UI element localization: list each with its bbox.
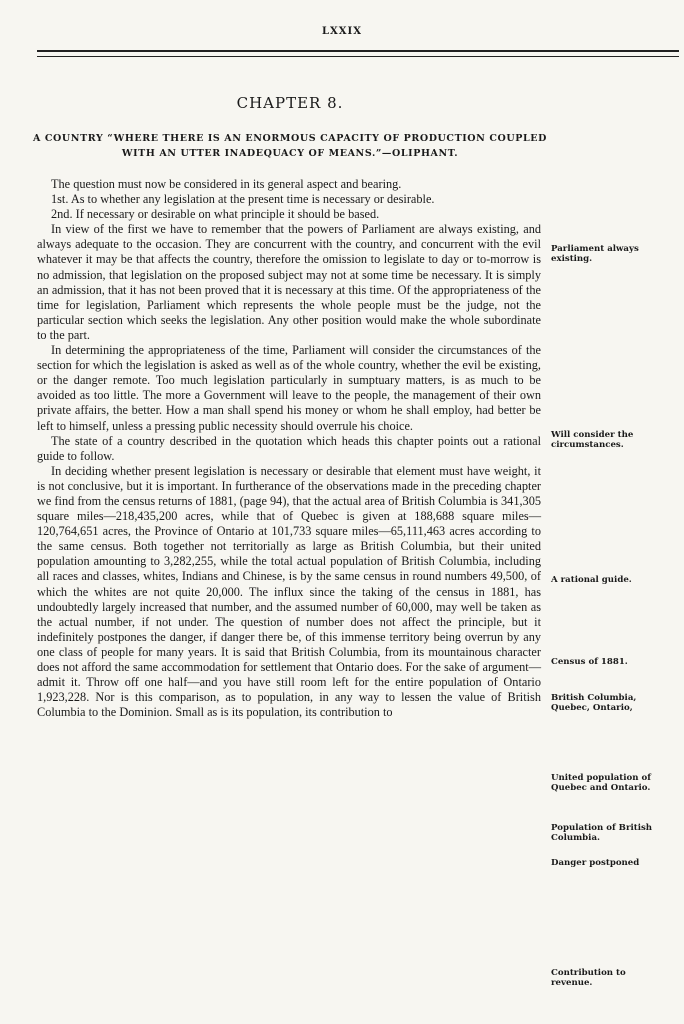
page-number: LXXIX [322, 26, 362, 37]
chapter-epigraph: A COUNTRY “WHERE THERE IS AN ENORMOUS CAPACITY OF PRODUCTION COUPLED WITH AN UTTER INADEQUACY OF MEANS.”—OLIPHANT. [33, 133, 547, 159]
paragraph: 1st. As to whether any legislation at the present time is necessary or desirable. [51, 192, 435, 207]
paragraph: In determining the appropriateness of the time, Parliament will consider the circumstances of the section for which the legislation is asked as well as of the whole country, whether the evil be existing, or the danger remote. Too much legislation particularly in sumptuary matters, is as much to be avoided as too little. The more a Government will leave to the people, the management of their own private affairs, the better. How a man shall spend his money or whom he shall employ, had better be left to himself, unless a pressing public necessity should overrule his choice. [37, 343, 541, 433]
paragraph: The question must now be considered in its general aspect and bearing. [51, 177, 402, 191]
body-text [37, 177, 541, 720]
header-rule-thin [37, 56, 679, 57]
sidenote-parliament: Parliament always existing. [551, 244, 639, 264]
sidenote-circumstances: Will consider the circumstances. [551, 430, 634, 450]
sidenote-united-population: United population of Quebec and Ontario. [551, 773, 651, 793]
sidenote-census: Census of 1881. [551, 657, 628, 667]
sidenote-bc-population: Population of British Columbia. [551, 823, 653, 843]
paragraph: In deciding whether present legislation is necessary or desirable that element must have weight, it is not conclusive, but it is important. In furtherance of the observations made in the preceding chapter we find from the census returns of 1881, (page 94), that the actual area of British Columbia is 341,305 square miles—218,435,200 acres, while that of Quebec is given at 188,688 square miles—120,764,651 acres, the Province of Ontario at 101,733 square miles—65,111,463 acres according to the same census. Both together not territorially as large as British Columbia, but their united population amounting to 3,282,255, while the total actual population of British Columbia, including all races and classes, whites, Indians and Chinese, is by the same census in round numbers 49,500, of which the whites are not quite 20,000. The influx since the taking of the census in 1881, has undoubtedly largely increased that number, and the assumed number of 60,000, may well be taken as the actual number, if not under. The question of number does not affect the principle, but it indefinitely postpones the danger, if danger there be, of this immense territory being overrun by any one class of people for many years. It is said that British Columbia, from its mountainous character does not afford the same accommodation for settlement that Ontario does. For the sake of argument—admit it. Throw off one half—and you have still room left for the entire population of Ontario 1,923,228. Nor is this comparison, as to population, in any way to lessen the value of British Columbia to the Dominion. Small as is its population, its contribution to [37, 463, 541, 720]
header-rule-thick [37, 50, 679, 52]
chapter-title: CHAPTER 8. [236, 94, 344, 112]
paragraph: The state of a country described in the quotation which heads this chapter points out a rational guide to follow. [37, 433, 541, 463]
sidenote-contribution: Contribution to revenue. [551, 968, 626, 988]
paragraph: 2nd. If necessary or desirable on what principle it should be based. [51, 207, 380, 222]
paragraph: In view of the first we have to remember that the powers of Parliament are always existing, and always adequate to the occasion. They are concurrent with the country, and concurrent with the evil whatever it may be that affects the country, therefore the omission to legislate to day or to-morrow is no admission, that legislation on the proposed subject may not at some time be necessary. It is simply an admission, that it has not been proved that it is necessary at this time. Of the appropriateness of the time for legislation, Parliament which represents the whole people must be the judge, not the particular section which seeks the legislation. Any other position would make the whole subordinate to the part. [37, 222, 541, 342]
sidenote-danger: Danger postponed [551, 858, 640, 868]
sidenote-rational-guide: A rational guide. [551, 575, 632, 585]
sidenote-provinces: British Columbia, Quebec, Ontario, [551, 693, 637, 713]
